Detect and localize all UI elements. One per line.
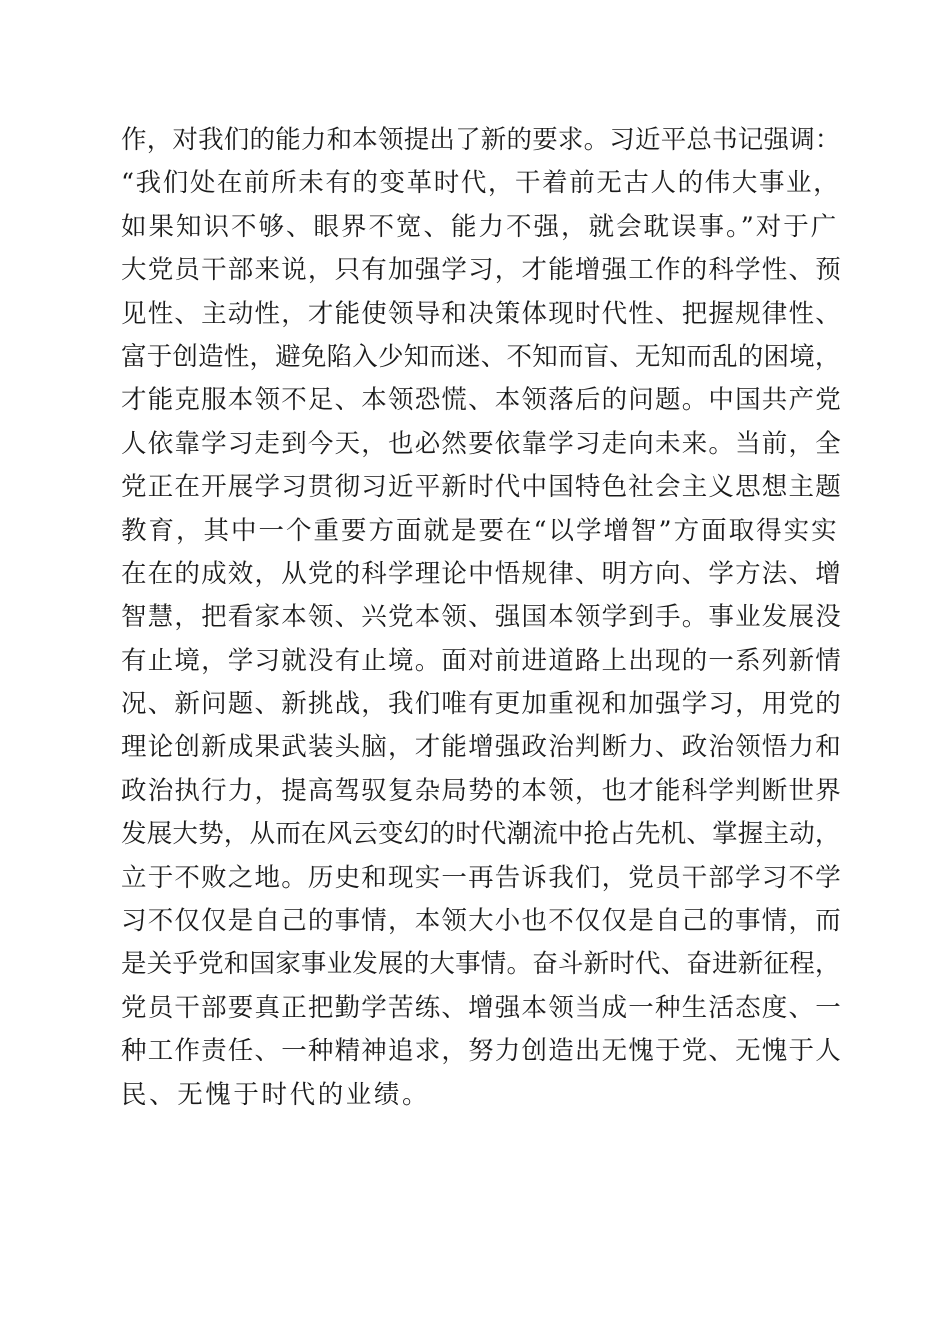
text-line: 有止境，学习就没有止境。面对前进道路上出现的一系列新情 <box>121 645 842 676</box>
text-line: 作，对我们的能力和本领提出了新的要求。习近平总书记强调： <box>121 125 841 155</box>
text-line: 大党员干部来说，只有加强学习，才能增强工作的科学性、预 <box>121 255 842 286</box>
text-line: 才能克服本领不足、本领恐慌、本领落后的问题。中国共产党 <box>121 385 842 416</box>
text-line: “我们处在前所未有的变革时代，干着前无古人的伟大事业， <box>121 168 841 199</box>
text-line: 教育，其中一个重要方面就是要在“以学增智”方面取得实实 <box>121 515 839 546</box>
text-line: 是关乎党和国家事业发展的大事情。奋斗新时代、奋进新征程， <box>121 949 841 980</box>
text-line: 富于创造性，避免陷入少知而迷、不知而盲、无知而乱的困境， <box>121 341 841 372</box>
text-line: 智慧，把看家本领、兴党本领、强国本领学到手。事业发展没 <box>121 602 842 633</box>
text-line: 发展大势，从而在风云变幻的时代潮流中抢占先机、掌握主动， <box>121 819 841 850</box>
text-line: 立于不败之地。历史和现实一再告诉我们，党员干部学习不学 <box>121 862 842 893</box>
text-line: 政治执行力，提高驾驭复杂局势的本领，也才能科学判断世界 <box>121 775 842 806</box>
text-line: 党正在开展学习贯彻习近平新时代中国特色社会主义思想主题 <box>121 472 842 503</box>
text-line: 民、无愧于时代的业绩。 <box>121 1079 431 1110</box>
text-line: 习不仅仅是自己的事情，本领大小也不仅仅是自己的事情，而 <box>121 906 842 937</box>
text-line: 人依靠学习走到今天，也必然要依靠学习走向未来。当前，全 <box>121 428 842 459</box>
text-line: 况、新问题、新挑战，我们唯有更加重视和加强学习，用党的 <box>121 689 842 720</box>
text-line: 见性、主动性，才能使领导和决策体现时代性、把握规律性、 <box>121 298 842 329</box>
body-paragraph <box>121 119 841 1117</box>
text-line: 党员干部要真正把勤学苦练、增强本领当成一种生活态度、一 <box>121 992 842 1023</box>
text-line: 理论创新成果武装头脑，才能增强政治判断力、政治领悟力和 <box>121 732 842 763</box>
text-line: 在在的成效，从党的科学理论中悟规律、明方向、学方法、增 <box>121 558 842 589</box>
text-line: 种工作责任、一种精神追求，努力创造出无愧于党、无愧于人 <box>121 1036 842 1067</box>
text-line: 如果知识不够、眼界不宽、能力不强，就会耽误事。”对于广 <box>121 211 839 242</box>
